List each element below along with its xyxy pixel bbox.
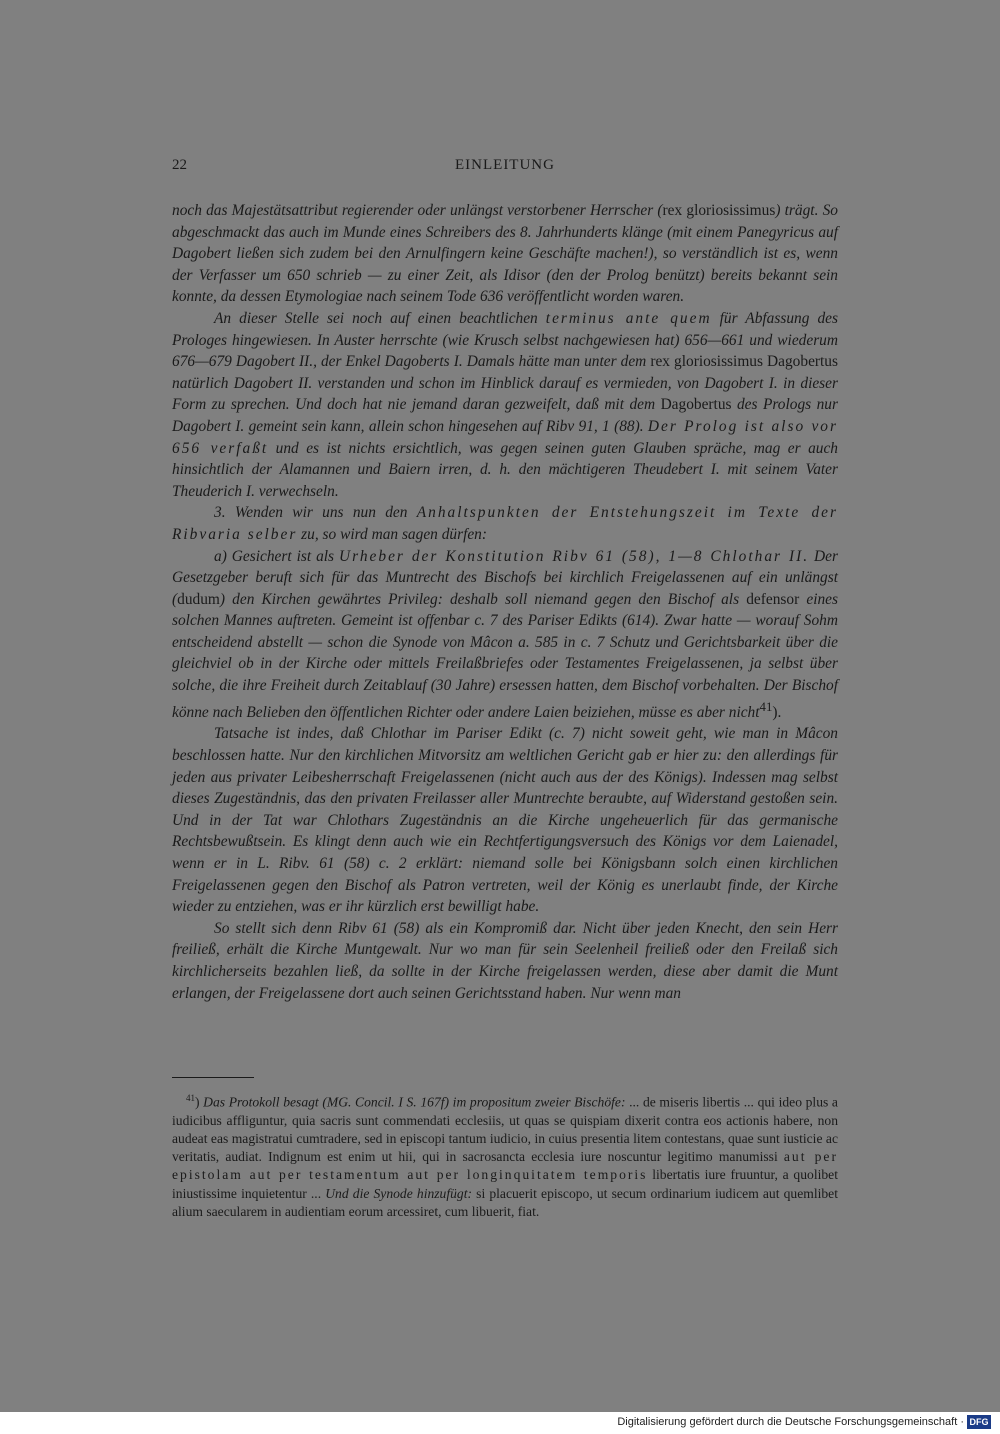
- footnote-mark: 41: [186, 1093, 195, 1103]
- text-run: 3. Wenden wir uns nun den: [214, 504, 417, 522]
- text-run: natürlich Dagobert II. verstanden und schon im Hinblick darauf es vermieden, von Dagobert I. in dieser Form zu sprechen. Und doch hat nie jemand daran gezweifelt, daß mit dem: [172, 374, 838, 414]
- paragraph: So stellt sich denn Ribv 61 (58) als ein Kompromiß dar. Nicht über jeden Knecht, den sein Herr freiließ, erhält die Kirche Muntgewalt. Nur wo man für sein Seelenheil freiließ oder den Freilaß sich kirchlicherseits bezahlen ließ, da sollte in der Kirche freigelassen werden, diese aber damit die Munt erlangen, der Freigelassene dort auch seinen Gerichtsstand haben. Nur wenn man: [172, 919, 838, 1002]
- text-run: und es ist nichts ersichtlich, was gegen seinen guten Glauben spräche, mag er auch hinsichtlich der Alamannen und Baiern irren, d. h. den mächtigeren Theudebert I. mit seinem Vater Theuderich I. verwechseln.: [172, 439, 838, 500]
- spaced-text: Urheber der Konstitution Ribv 61 (58), 1—8 Chlothar II.: [339, 547, 810, 565]
- text-run: An dieser Stelle sei noch auf einen beachtlichen: [214, 309, 546, 327]
- roman-text: rex gloriosissimus: [662, 202, 776, 219]
- text-run: noch das Majestätsattribut regierender oder unlängst verstorbener Herrscher (: [172, 202, 663, 219]
- text-run: Der Gesetzgeber beruft sich für das Muntrecht des Bischofs bei kirchlich Freigelassenen auf ein unlängst (: [172, 547, 838, 608]
- roman-text: defensor: [746, 590, 800, 608]
- spaced-text: Anhaltspunkten der Entstehungszeit im Texte der Ribvaria selber: [172, 504, 838, 543]
- text-run: a) Gesichert ist als: [214, 547, 340, 565]
- text-run: ) trägt. So abgeschmackt das auch im Munde eines Schreibers des 8. Jahrhunderts klänge (mit einem Panegyricus auf Dagobert ließen sich zudem bei den Arnulfingern keine Geschäfte machen!), so verständlich ist es, wenn der Verfasser um 650 schrieb — zu einer Zeit, als Idisor (den der Prolog benützt) bereits bekannt sein konnte, da dessen Etymologiae nach seinem Tode 636 veröffentlicht worden waren.: [172, 202, 838, 306]
- dfg-logo-icon: DFG: [967, 1415, 991, 1429]
- footnote-rule: [172, 1077, 254, 1078]
- italic-text: Das Protokoll besagt (MG. Concil. I S. 167f) im propositum zweier Bischöfe:: [203, 1094, 626, 1110]
- text-run: ) den Kirchen gewährtes Privileg: deshalb soll niemand gegen den Bischof als: [219, 590, 747, 608]
- text-run: ... de miseris libertis ... qui ideo plus a iudicibus affliguntur, quia sacris sunt commendati ecclesiis, ut quas se quispiam dixerit contra eos actionis habere, non audeat eas magistratui cumtradere, sed in episcopi tantum iudicio, in cuius presentia litem contestans, quae sunt iusticie ac veritatis, audiat. Indignum est enim ut hii, qui in sacrosancta ecclesia iure noscuntur legitimo manumissi: [172, 1094, 838, 1165]
- page-number: 22: [172, 157, 187, 173]
- roman-text: dudum: [177, 590, 220, 608]
- text-run: für Abfassung des Prologes hingewiesen. In Auster herrschte (wie Krusch selbst nachgewiesen hat) 656—661 und wiederum 676—679 Dagobert II., der Enkel Dagoberts I. Damals hätte man unter dem: [172, 309, 838, 371]
- footer-bar: [0, 1412, 1000, 1434]
- text-run: ): [195, 1094, 204, 1110]
- text-run: des Prologs nur Dagobert I. gemeint sein kann, allein schon hingesehen auf Ribv 91, 1 (88).: [172, 396, 838, 435]
- spaced-text: aut per epistolam aut per testamentum aut per longinquitatem temporis: [172, 1149, 838, 1183]
- footnote-reference: 41: [759, 699, 773, 714]
- text-run: libertatis iure fruuntur, a quolibet iniustissime inquietentur ...: [172, 1167, 838, 1201]
- text-run: ).: [772, 703, 782, 721]
- paragraph: [172, 546, 838, 724]
- funding-credit: Digitalisierung gefördert durch die Deutsche Forschungsgemeinschaft ·: [617, 1416, 964, 1428]
- roman-text: rex gloriosissimus Dagobertus: [650, 353, 838, 371]
- text-run: eines solchen Mannes auftreten. Gemeint ist offenbar c. 7 des Pariser Edikts (614). Zwar hatte — worauf Sohm entscheidend abstellt — schon die Synode von Mâcon a. 585 in c. 7 Schutz und Gerichtsbarkeit über die gleichviel ob in der Kirche oder mittels Freilaßbriefes oder Testamentes Freigelassenen, ja selbst über solche, die ihre Freiheit durch Zeitablauf (30 Jahre) ersessen hatten, dem Bischof vorbehalten. Der Bischof könne nach Belieben den öffentlichen Richter oder andere Laien beiziehen, müsse es aber nicht: [172, 590, 838, 721]
- page-header: [172, 157, 838, 177]
- text-run: zu, so wird man sagen dürfen:: [297, 525, 488, 543]
- text-run: si placuerit episcopo, ut secum ordinarium iudicem aut quemlibet alium saecularem in audientiam eorum arcessiret, cum libuerit, fiat.: [172, 1185, 838, 1219]
- spaced-text: Der Prolog ist also vor 656 verfaßt: [172, 417, 838, 457]
- paragraph: [172, 200, 838, 308]
- roman-text: Dagobertus: [660, 396, 732, 414]
- spaced-text: terminus ante quem: [545, 309, 712, 327]
- paragraph: [172, 502, 838, 545]
- footnote: [172, 1089, 838, 1221]
- paragraph: [172, 308, 838, 502]
- body-text: [172, 200, 838, 1004]
- running-head: EINLEITUNG: [455, 157, 555, 173]
- paragraph: Tatsache ist indes, daß Chlothar im Pariser Edikt (c. 7) nicht soweit geht, wie man in Mâcon beschlossen hatte. Nur den kirchlichen Mitvorsitz am weltlichen Gericht gab er hier zu: den allerdings für jeden aus privater Leibesherrschaft Freigelassenen (nicht auch aus der des Königs). Indessen mag selbst dieses Zugeständnis, das den privaten Freilasser aller Muntrechte beraubte, auf Widerstand gestoßen sein. Und in der Tat war Chlothars Zugeständnis an die Kirche ungeheuerlich für das germanische Rechtsbewußtsein. Es klingt denn auch wie ein Rechtfertigungsversuch des Königs vor dem Laienadel, wenn er in L. Ribv. 61 (58) c. 2 erklärt: niemand solle bei Königsbann solch einen kirchlichen Freigelassenen gegen den Bischof als Patron vertreten, weil der König es unerlaubt finde, der Kirche wieder zu entziehen, was er ihr kürzlich erst bewilligt habe.: [172, 725, 838, 916]
- italic-text: Und die Synode hinzufügt:: [325, 1185, 473, 1201]
